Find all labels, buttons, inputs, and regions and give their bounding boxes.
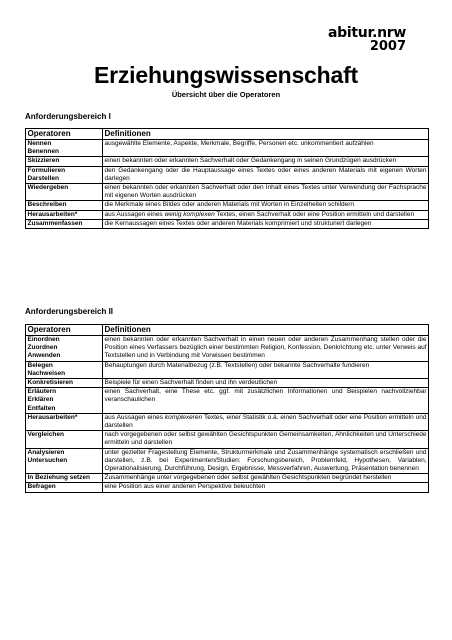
table-row (26, 474, 429, 483)
operator-name: In Beziehung setzen (27, 474, 90, 482)
table-row (26, 336, 429, 362)
table-row (26, 157, 429, 166)
table-row (26, 140, 429, 157)
definition-cell: die Kernaussagen eines Textes oder anderen Materials komprimiert und strukturiert darlegen (103, 219, 429, 228)
operator-name: Einordnen (27, 336, 60, 343)
operator-name: Formulieren (27, 166, 66, 174)
operator-name: Untersuchen (27, 456, 68, 464)
table-row (26, 219, 429, 228)
operator-cell (26, 388, 103, 414)
table-row (26, 431, 429, 448)
operator-name: Vergleichen (27, 431, 64, 439)
table-row (26, 210, 429, 219)
definition-cell: Beispiele für einen Sachverhalt finden und ihn verdeutlichen (103, 379, 429, 388)
definition-cell: einen bekannten oder erkannten Sachverhalt oder Gedankengang in seinen Grundzügen ausdrücken (103, 157, 429, 166)
operators-table-1 (25, 128, 429, 229)
table-row (26, 201, 429, 210)
definition-text: aus Aussagen eines (104, 210, 165, 218)
definition-cell (103, 210, 429, 219)
table-row (26, 388, 429, 414)
column-header-definitions: Definitionen (103, 129, 429, 140)
operator-cell (26, 361, 103, 378)
definition-text: Textes, einen Sachverhalt oder eine Position ermitteln und darstellen (214, 210, 415, 218)
operator-cell (26, 166, 103, 183)
definition-cell: den Gedankengang oder die Hauptaussage eines Textes oder eines anderen Materials mit eigenen Worten darlegen (104, 166, 427, 182)
definition-cell: unter gezielter Fragestellung Elemente, Strukturmerkmale und Zusammenhänge systematisch erschließen und darstellen, z.B. bei Experimenten/Studien: Forschungsbereich, Problemfeld, Hypothesen, Variablen, Operationalisierung, Durchführung, Design, Ergebnisse, Messverfahren, Auswertung, Präsentation benennen (104, 448, 427, 473)
operator-name: Zusammenfassen (27, 219, 83, 227)
page-title: Erziehungswissenschaft (93, 62, 358, 88)
definition-cell: Zusammenhänge unter vorgegebenen oder selbst gewählten Gesichtspunkten begründet herstellen (103, 474, 429, 483)
operator-name: Zuordnen (27, 344, 58, 352)
operator-cell (26, 184, 103, 201)
operator-cell (26, 379, 103, 388)
definition-cell (103, 413, 429, 430)
definition-cell: ausgewählte Elemente, Aspekte, Merkmale, Begriffe, Personen etc. unkommentiert aufzählen (103, 140, 429, 157)
operator-cell (26, 140, 103, 157)
operator-cell (26, 474, 103, 483)
definition-cell: einen bekannten oder erkannten Sachverhalt in einen neuen oder anderen Zusammenhang stellen oder die Position eines Verfassers bezüglich einer bestimmten Religion, Konfession, Denkrichtung etc. unter Verweis auf Textstellen und in Verbindung mit Vorwissen bestimmen (104, 336, 427, 360)
logo-text: abitur.nrw (328, 25, 406, 41)
logo-year: 2007 (369, 39, 406, 54)
operator-name: Belegen (27, 361, 53, 369)
operator-cell (26, 448, 103, 474)
column-header-operators: Operatoren (26, 129, 103, 140)
table-row (26, 448, 429, 474)
operator-cell (26, 336, 103, 362)
operator-name: Benennen (27, 148, 59, 156)
table-row (26, 166, 429, 183)
operator-cell (26, 413, 103, 430)
operator-name: Wiedergeben (27, 184, 69, 192)
operator-cell (26, 201, 103, 210)
definition-emphasis: wenig komplexen (164, 210, 215, 218)
definition-cell: Behauptungen durch Materialbezug (z.B. Textstellen) oder bekannte Sachverhalte fundieren (103, 361, 429, 378)
operator-cell (26, 431, 103, 448)
table-row (26, 413, 429, 430)
operator-cell (26, 219, 103, 228)
operator-name: Herausarbeiten* (27, 413, 78, 421)
definition-cell: einen bekannten oder erkannten Sachverhalt oder den Inhalt eines Textes unter Verwendung der Fachsprache mit eigenen Worten ausdrücken (104, 184, 427, 200)
table-row (26, 184, 429, 201)
definition-cell: nach vorgegebenen oder selbst gewählten Gesichtspunkten Gemeinsamkeiten, Ähnlichkeiten und Unterschiede ermitteln und darstellen (104, 431, 427, 447)
operator-name: Befragen (27, 483, 56, 491)
page-subtitle: Übersicht über die Operatoren (171, 90, 281, 99)
column-header-operators: Operatoren (26, 325, 103, 336)
operator-name: Anwenden (27, 352, 61, 360)
operator-name: Analysieren (27, 448, 65, 456)
definition-emphasis: komplexeren (164, 413, 203, 421)
table-row (26, 483, 429, 492)
operator-name: Nennen (27, 140, 52, 147)
operator-name: Darstellen (27, 174, 59, 182)
definition-cell: eine Position aus einer anderen Perspektive beleuchten (103, 483, 429, 492)
operators-table-2 (25, 324, 429, 493)
abitur-nrw-logo (328, 26, 406, 53)
definition-cell: die Merkmale eines Bildes oder anderen Materials mit Worten in Einzelheiten schildern (103, 201, 429, 210)
definition-text: aus Aussagen eines (104, 413, 165, 421)
operator-cell (26, 483, 103, 492)
operator-name: Skizzieren (27, 157, 60, 165)
operator-cell (26, 210, 103, 219)
table-header-row (26, 325, 429, 336)
table-header-row (26, 129, 429, 140)
table-row (26, 379, 429, 388)
operator-cell (26, 157, 103, 166)
operator-name: Nachweisen (27, 369, 66, 377)
section-heading-1: Anforderungsbereich I (25, 112, 111, 121)
operator-name: Beschreiben (27, 201, 67, 209)
operator-name: Entfalten (27, 404, 56, 412)
section-heading-2: Anforderungsbereich II (25, 307, 114, 316)
table-row (26, 361, 429, 378)
operator-name: Erklären (27, 396, 54, 404)
operator-name: Herausarbeiten* (27, 210, 78, 218)
definition-cell: einen Sachverhalt, eine These etc. ggf. mit zusätzlichen Informationen und Beispielen nachvollziehbar veranschaulichen (103, 388, 429, 414)
column-header-definitions: Definitionen (103, 325, 429, 336)
operator-name: Erläutern (27, 388, 57, 396)
operator-name: Konkretisieren (27, 379, 74, 387)
definition-text: Textes, einer Statistik o.ä. einen Sachverhalt oder eine Position ermitteln und darstellen (104, 413, 427, 430)
